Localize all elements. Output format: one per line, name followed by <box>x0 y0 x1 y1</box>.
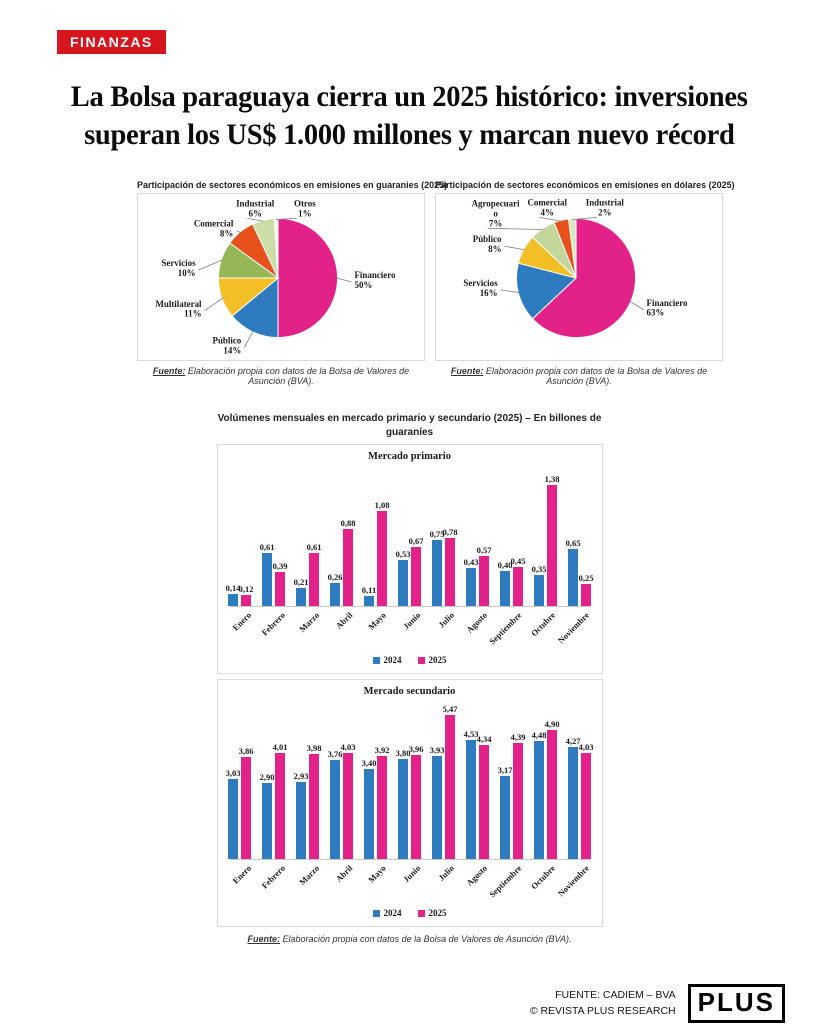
month-label-text: Abril <box>333 610 355 631</box>
bar-col <box>361 585 377 606</box>
bar-value-label: 0,39 <box>272 561 288 572</box>
month-label-septiembre <box>486 607 524 653</box>
pie-dolares-source <box>435 366 723 386</box>
month-label-text: Agosto <box>464 863 490 888</box>
pie-label-servicios: Servicios 16% <box>463 278 498 299</box>
bar-2024-julio <box>432 540 442 606</box>
bar-col <box>408 744 424 859</box>
month-label-text: Octubre <box>528 610 557 639</box>
bar-value-label: 0,14 <box>225 583 241 594</box>
bar-charts-title: Volúmenes mensuales en mercado primario y secundario (2025) – En billones de guaraníes <box>217 413 602 438</box>
bar-group-agosto <box>463 729 492 859</box>
legend-item-2025 <box>418 655 447 665</box>
pie-panel-dolares <box>435 180 735 387</box>
bar-2024-enero <box>228 594 238 606</box>
pie-charts-row <box>137 180 735 387</box>
pie-leader-line <box>501 290 520 293</box>
bar-2025-febrero <box>275 572 285 606</box>
bar-col <box>463 557 479 606</box>
bar-value-label: 0,75 <box>429 529 445 540</box>
primario-month-axis <box>230 607 590 653</box>
bar-col <box>361 758 377 859</box>
bar-group-noviembre <box>565 736 594 859</box>
bar-col <box>565 538 581 606</box>
bar-value-label: 5,47 <box>442 704 458 715</box>
bar-panel-primario <box>217 444 603 674</box>
pie-label-comercial: Comercial 4% <box>527 197 567 218</box>
bar-value-label: 2,90 <box>259 772 275 783</box>
bar-value-label: 4,27 <box>565 736 581 747</box>
bar-group-julio <box>429 527 458 606</box>
section-badge: FINANZAS <box>57 30 166 54</box>
bar-value-label: 1,38 <box>544 474 560 485</box>
bar-value-label: 4,90 <box>544 719 560 730</box>
bar-2025-agosto <box>479 556 489 606</box>
bar-2025-mayo <box>377 756 387 859</box>
bar-value-label: 1,08 <box>374 500 390 511</box>
source-text: Elaboración propia con datos de la Bolsa de Valores de Asunción (BVA). <box>187 366 410 387</box>
bar-value-label: 4,01 <box>272 742 288 753</box>
month-label-text: Marzo <box>296 610 321 635</box>
legend-swatch <box>373 657 380 664</box>
bar-value-label: 3,40 <box>361 758 377 769</box>
bar-value-label: 4,34 <box>476 734 492 745</box>
bar-group-abril <box>327 742 356 859</box>
bar-col <box>306 743 322 859</box>
bar-value-label: 2,93 <box>293 771 309 782</box>
legend-label: 2025 <box>428 655 447 666</box>
bar-2024-junio <box>398 560 408 606</box>
month-label-noviembre <box>555 860 591 906</box>
bar-col <box>565 736 581 859</box>
legend-label: 2024 <box>383 908 402 919</box>
pie-guaranies-source <box>137 366 425 386</box>
source-text: Elaboración propia con datos de la Bolsa de Valores de Asunción (BVA). <box>282 934 572 945</box>
month-label-text: Febrero <box>259 863 288 891</box>
month-label-text: Noviembre <box>555 863 591 899</box>
primario-legend <box>218 653 602 673</box>
headline <box>20 78 799 154</box>
bar-col <box>395 549 411 606</box>
bar-value-label: 0,57 <box>476 545 492 556</box>
bar-col <box>429 745 445 859</box>
month-label-text: Octubre <box>528 863 557 892</box>
bar-group-mayo <box>361 745 390 859</box>
bar-col <box>531 730 547 859</box>
month-label-text: Septiembre <box>486 863 524 900</box>
pie-label-industrial: Industrial 6% <box>236 198 275 219</box>
month-label-julio <box>432 860 455 906</box>
bar-value-label: 0,21 <box>293 577 309 588</box>
bar-col <box>429 529 445 606</box>
bar-2024-enero <box>228 779 238 859</box>
bar-2024-junio <box>398 759 408 859</box>
bar-2024-septiembre <box>500 571 510 606</box>
bar-col <box>306 542 322 606</box>
bar-value-label: 0,61 <box>259 542 275 553</box>
pie-label-industrial: Industrial 2% <box>585 197 624 218</box>
source-label: Fuente: <box>247 934 280 945</box>
bar-col <box>272 561 288 606</box>
month-label-junio <box>398 860 421 906</box>
footer-copyright-line: © REVISTA PLUS RESEARCH <box>529 1004 676 1017</box>
pie-label-financiero: Financiero 63% <box>646 297 688 318</box>
bar-2024-febrero <box>262 783 272 859</box>
pie-guaranies-svg <box>138 194 424 360</box>
bar-col <box>476 734 492 859</box>
month-label-octubre <box>528 860 557 906</box>
legend-swatch <box>373 910 380 917</box>
footer-credits <box>530 988 676 1020</box>
bar-2024-noviembre <box>568 747 578 859</box>
bar-col <box>327 749 343 859</box>
month-label-agosto <box>466 607 489 653</box>
bar-value-label: 3,86 <box>238 746 254 757</box>
bar-group-septiembre <box>497 556 526 606</box>
bar-col <box>408 536 424 606</box>
pie-dolares-svg <box>436 194 722 360</box>
secundario-month-axis <box>230 860 590 906</box>
bar-group-mayo <box>361 500 390 606</box>
bar-group-febrero <box>259 742 288 859</box>
footer-source-line: FUENTE: CADIEM – BVA <box>555 988 676 1001</box>
month-label-text: Septiembre <box>486 610 524 647</box>
bar-group-enero <box>225 583 254 606</box>
legend-swatch <box>418 910 425 917</box>
bar-group-junio <box>395 744 424 859</box>
bar-group-marzo <box>293 542 322 606</box>
pie-label-financiero: Financiero 50% <box>354 270 396 291</box>
bar-2024-julio <box>432 756 442 859</box>
bar-value-label: 0,35 <box>531 564 547 575</box>
bar-2025-abril <box>343 529 353 606</box>
bar-2024-octubre <box>534 741 544 859</box>
bar-col <box>293 771 309 859</box>
bar-col <box>531 564 547 606</box>
bar-col <box>510 732 526 859</box>
bar-charts-source <box>200 934 620 944</box>
pie-label-comercial: Comercial 8% <box>193 218 234 239</box>
month-label-julio <box>432 607 455 653</box>
month-label-text: Junio <box>400 610 422 632</box>
month-label-text: Julio <box>435 863 456 883</box>
bar-2024-abril <box>330 760 340 859</box>
bar-group-enero <box>225 746 254 859</box>
month-label-text: Febrero <box>259 610 288 638</box>
pie-guaranies-chart <box>137 193 425 361</box>
bar-group-octubre <box>531 474 560 606</box>
bar-value-label: 4,39 <box>510 732 526 743</box>
bar-2025-enero <box>241 595 251 606</box>
bar-col <box>497 765 513 859</box>
bar-value-label: 0,26 <box>327 572 343 583</box>
bar-2025-agosto <box>479 745 489 859</box>
bar-col <box>259 772 275 859</box>
legend-item-2024 <box>373 655 402 665</box>
pie-label-multilateral: Multilateral 11% <box>155 298 202 319</box>
month-label-text: Marzo <box>296 863 321 888</box>
bar-col <box>497 560 513 606</box>
bar-value-label: 3,17 <box>497 765 513 776</box>
bar-col <box>544 719 560 859</box>
month-label-text: Enero <box>230 610 254 633</box>
pie-leader-line <box>488 229 543 230</box>
bar-charts-section <box>0 412 819 944</box>
month-label-junio <box>398 607 421 653</box>
pie-label-servicios: Servicios 10% <box>161 258 196 279</box>
bar-col <box>340 742 356 859</box>
bar-2025-julio <box>445 538 455 606</box>
bar-2024-octubre <box>534 575 544 606</box>
bar-value-label: 0,11 <box>361 585 377 596</box>
pie-label-público: Público 8% <box>472 234 502 255</box>
month-label-febrero <box>259 607 288 653</box>
bar-group-marzo <box>293 743 322 859</box>
bar-col <box>510 556 526 606</box>
bar-value-label: 0,45 <box>510 556 526 567</box>
bar-2025-septiembre <box>513 567 523 606</box>
month-label-text: Mayo <box>366 610 389 632</box>
bar-2025-noviembre <box>581 753 591 859</box>
bar-2025-enero <box>241 757 251 859</box>
month-label-agosto <box>466 860 489 906</box>
pie-dolares-title: Participación de sectores económicos en emisiones en dólares (2025) <box>435 180 735 191</box>
bar-col <box>544 474 560 606</box>
month-label-text: Abril <box>333 863 355 884</box>
bar-value-label: 3,80 <box>395 748 411 759</box>
bar-col <box>238 746 254 859</box>
source-label: Fuente: <box>450 366 484 377</box>
bar-col <box>293 577 309 606</box>
bar-value-label: 4,48 <box>531 730 547 741</box>
pie-leader-line <box>244 331 253 347</box>
bar-value-label: 0,53 <box>395 549 411 560</box>
bar-value-label: 3,03 <box>225 768 241 779</box>
pie-leader-line <box>205 298 223 311</box>
primario-title: Mercado primario <box>368 451 451 463</box>
secundario-legend <box>218 906 602 926</box>
month-label-enero <box>229 860 252 906</box>
pie-slice-financiero <box>278 219 338 338</box>
bar-2025-octubre <box>547 730 557 859</box>
bar-col <box>327 572 343 606</box>
pie-dolares-chart <box>435 193 723 361</box>
month-label-noviembre <box>555 607 591 653</box>
bar-col <box>476 545 492 606</box>
bar-2025-marzo <box>309 553 319 606</box>
bar-value-label: 0,43 <box>463 557 479 568</box>
bar-2024-marzo <box>296 588 306 606</box>
pie-leader-line <box>630 301 644 310</box>
headline-line1: La Bolsa paraguaya cierra un 2025 histórico: inversiones <box>71 80 748 113</box>
pie-label-agropecuario: Agropecuari o 7% <box>471 198 520 229</box>
month-label-marzo <box>297 607 320 653</box>
bar-2025-marzo <box>309 754 319 859</box>
legend-swatch <box>418 657 425 664</box>
bar-value-label: 4,03 <box>340 742 356 753</box>
source-label: Fuente: <box>152 366 186 377</box>
month-label-septiembre <box>486 860 524 906</box>
bar-col <box>578 573 594 606</box>
primario-plot <box>225 466 594 607</box>
legend-label: 2024 <box>383 655 402 666</box>
source-text: Elaboración propia con datos de la Bolsa de Valores de Asunción (BVA). <box>485 366 708 387</box>
bar-2024-abril <box>330 583 340 606</box>
bar-col <box>442 527 458 606</box>
bar-group-agosto <box>463 545 492 606</box>
bar-2025-febrero <box>275 753 285 859</box>
legend-label: 2025 <box>428 908 447 919</box>
plus-logo: PLUS <box>688 984 785 1023</box>
pie-leader-line <box>505 246 525 250</box>
bar-2024-agosto <box>466 740 476 859</box>
month-label-text: Noviembre <box>555 610 591 646</box>
bar-col <box>340 518 356 606</box>
bar-group-julio <box>429 704 458 859</box>
bar-value-label: 0,67 <box>408 536 424 547</box>
bar-2024-mayo <box>364 596 374 606</box>
bar-value-label: 4,53 <box>463 729 479 740</box>
bar-value-label: 0,12 <box>238 584 254 595</box>
bar-col <box>374 745 390 859</box>
bar-value-label: 3,92 <box>374 745 390 756</box>
month-label-text: Junio <box>400 863 422 885</box>
bar-col <box>395 748 411 859</box>
month-label-octubre <box>528 607 557 653</box>
bar-group-octubre <box>531 719 560 859</box>
month-label-text: Julio <box>435 610 456 630</box>
month-label-mayo <box>364 607 387 653</box>
bar-2025-mayo <box>377 511 387 606</box>
bar-2025-junio <box>411 755 421 859</box>
bar-col <box>259 542 275 606</box>
month-label-text: Enero <box>230 863 254 886</box>
bar-value-label: 0,88 <box>340 518 356 529</box>
bar-value-label: 3,93 <box>429 745 445 756</box>
pie-label-otros: Otros 1% <box>294 198 316 219</box>
bar-value-label: 0,78 <box>442 527 458 538</box>
footer <box>0 984 785 1023</box>
bar-col <box>463 729 479 859</box>
month-label-abril <box>331 860 354 906</box>
pie-guaranies-title: Participación de sectores económicos en emisiones en guaranies (2025) <box>137 180 448 191</box>
month-label-enero <box>229 607 252 653</box>
month-label-febrero <box>259 860 288 906</box>
month-label-mayo <box>364 860 387 906</box>
bar-col <box>374 500 390 606</box>
pie-label-público: Público 14% <box>212 335 242 356</box>
bar-2024-marzo <box>296 782 306 859</box>
bar-2025-junio <box>411 547 421 606</box>
bar-group-septiembre <box>497 732 526 859</box>
bar-panel-secundario <box>217 679 603 927</box>
headline-line2: superan los US$ 1.000 millones y marcan nuevo récord <box>84 118 735 152</box>
pie-leader-line <box>247 219 263 222</box>
bar-2024-agosto <box>466 568 476 606</box>
bar-col <box>578 742 594 859</box>
bar-col <box>238 584 254 606</box>
month-label-text: Mayo <box>366 863 389 885</box>
bar-value-label: 3,98 <box>306 743 322 754</box>
bar-2025-abril <box>343 753 353 859</box>
bar-col <box>225 768 241 859</box>
bar-2025-octubre <box>547 485 557 606</box>
bar-col <box>442 704 458 859</box>
bar-value-label: 4,03 <box>578 742 594 753</box>
pie-leader-line <box>539 218 561 222</box>
bar-2025-noviembre <box>581 584 591 606</box>
bar-2025-septiembre <box>513 743 523 859</box>
month-label-text: Agosto <box>464 610 490 635</box>
bar-value-label: 0,61 <box>306 542 322 553</box>
bar-2025-julio <box>445 715 455 859</box>
bar-2024-septiembre <box>500 776 510 859</box>
pie-leader-line <box>337 278 352 282</box>
bar-group-junio <box>395 536 424 606</box>
secundario-title: Mercado secundario <box>363 686 456 698</box>
bar-group-noviembre <box>565 538 594 606</box>
bar-group-abril <box>327 518 356 606</box>
bar-value-label: 3,76 <box>327 749 343 760</box>
secundario-plot <box>225 701 594 860</box>
bar-group-febrero <box>259 542 288 606</box>
pie-panel-guaranies <box>137 180 448 387</box>
bar-col <box>272 742 288 859</box>
bar-value-label: 0,40 <box>497 560 513 571</box>
month-label-marzo <box>297 860 320 906</box>
bar-value-label: 3,96 <box>408 744 424 755</box>
bar-2024-mayo <box>364 769 374 859</box>
month-label-abril <box>331 607 354 653</box>
bar-value-label: 0,65 <box>565 538 581 549</box>
legend-item-2025 <box>418 908 447 918</box>
legend-item-2024 <box>373 908 402 918</box>
bar-value-label: 0,25 <box>578 573 594 584</box>
